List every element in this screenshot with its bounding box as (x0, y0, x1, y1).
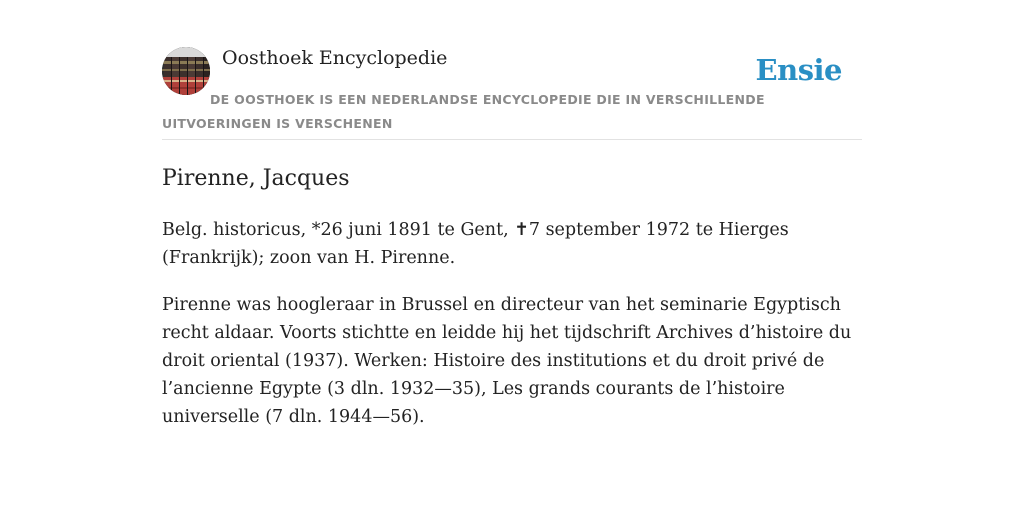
content-container (162, 0, 862, 427)
site-title[interactable]: Oosthoek Encyclopedie (222, 47, 448, 69)
site-header (162, 0, 862, 140)
site-tagline: DE OOSTHOEK IS EEN NEDERLANDSE ENCYCLOPEDIE DIE IN VERSCHILLENDE UITVOERINGEN IS VERSCHENEN (162, 92, 765, 131)
brand-logo[interactable]: Ensie (755, 53, 842, 87)
article-title: Pirenne, Jacques (162, 166, 350, 191)
article-body (162, 216, 862, 450)
article-paragraph: Belg. historicus, *26 juni 1891 te Gent, ✝7 september 1972 te Hierges (Frankrijk); zoon van H. Pirenne. (162, 220, 789, 268)
article-paragraph: Pirenne was hoogleraar in Brussel en directeur van het seminarie Egyptisch recht aldaar. Voorts stichtte en leidde hij het tijdschrift Archives d’histoire du droit oriental (1937). Werken: Histoire des institutions et du droit privé de l’ancienne Egypte (3 dln. 1932—35), Les grands courants de l’histoire universelle (7 dln. 1944—56). (162, 295, 852, 427)
